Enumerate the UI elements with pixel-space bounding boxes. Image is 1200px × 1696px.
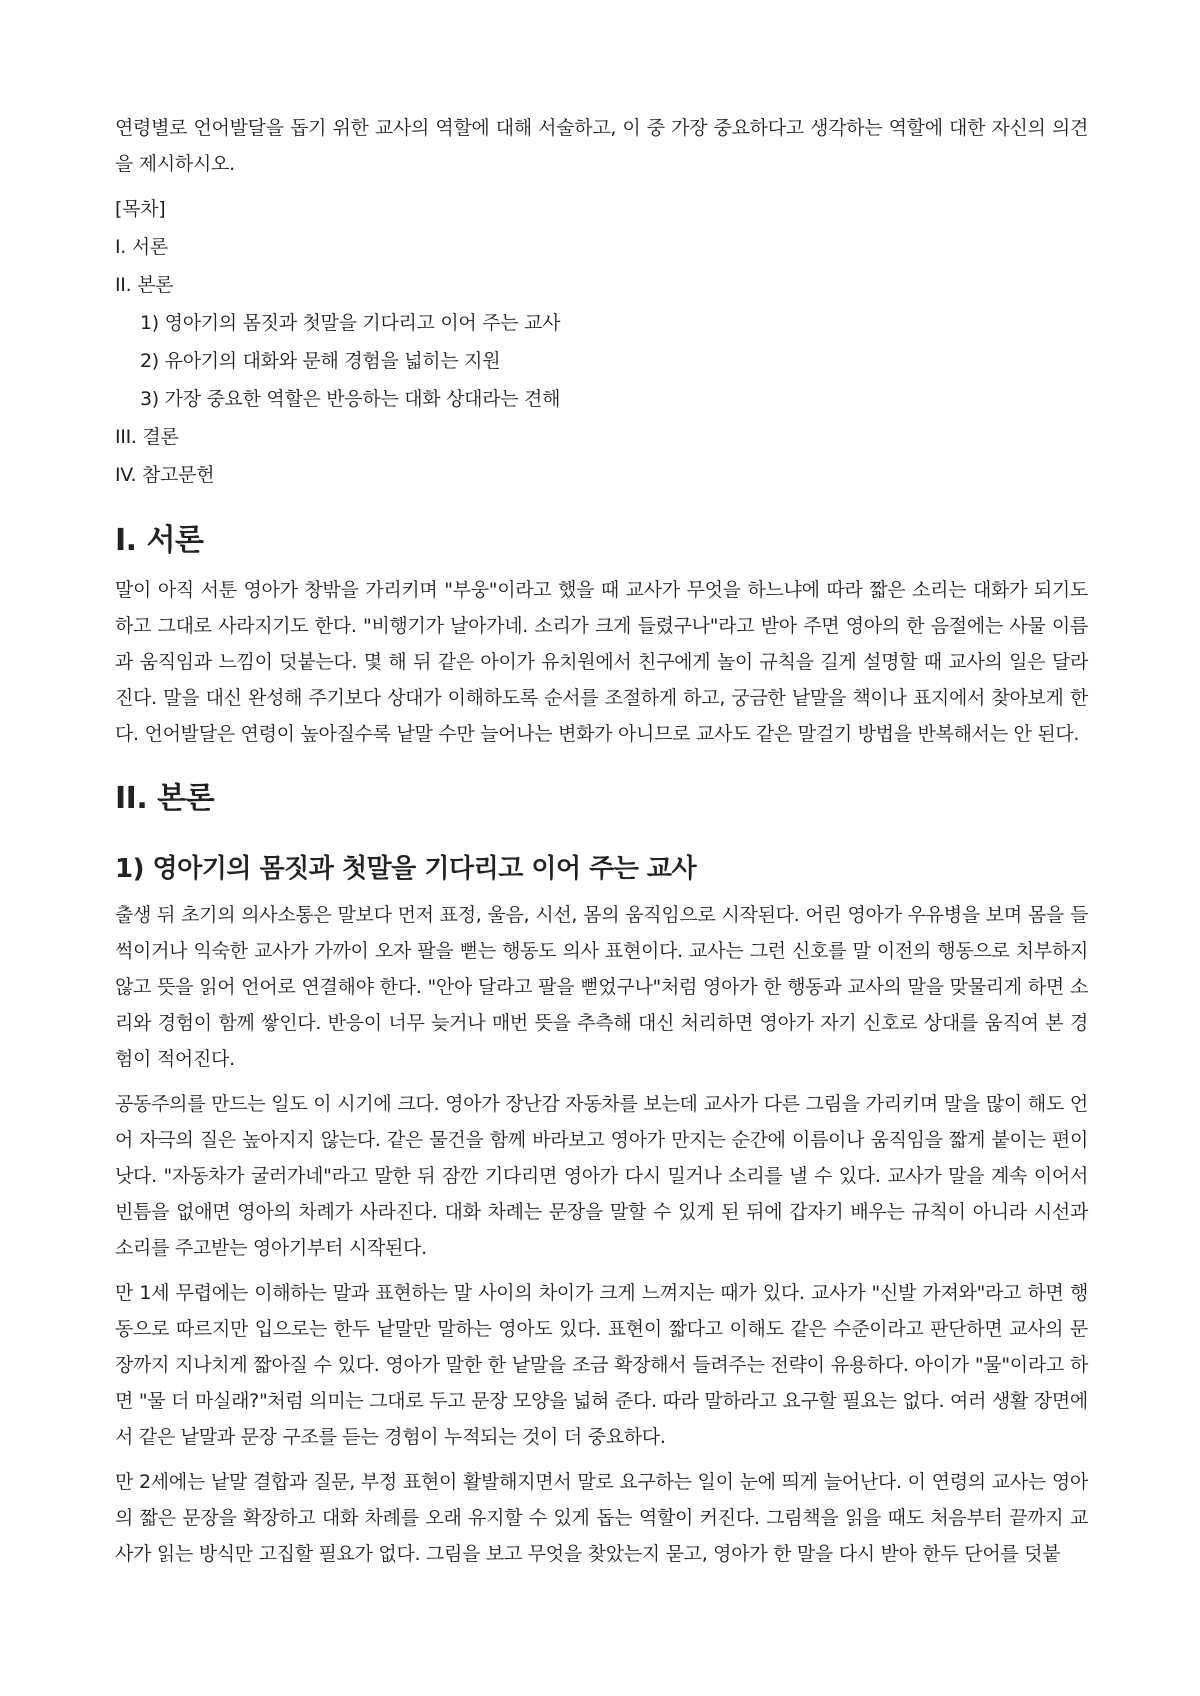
subsection-heading: 1) 영아기의 몸짓과 첫말을 기다리고 이어 주는 교사 (115, 854, 697, 884)
toc-item: II. 본론 (115, 274, 174, 296)
toc-item: IV. 참고문헌 (115, 464, 215, 486)
toc-subitem: 1) 영아기의 몸짓과 첫말을 기다리고 이어 주는 교사 (140, 312, 561, 334)
toc-subitem: 2) 유아기의 대화와 문해 경험을 넓히는 지원 (140, 350, 501, 372)
paragraph: 말이 아직 서툰 영아가 창밖을 가리키며 "부웅"이라고 했을 때 교사가 무엇을 하느냐에 따라 짧은 소리는 대화가 되기도 하고 그대로 사라지기도 한다. "비행기가 날아가네. 소리가 크게 들렸구나"라고 받아 주면 영아의 한 음절에는 사물 이름과 움직임과 느낌이 덧붙는다. 몇 해 뒤 같은 아이가 유치원에서 친구에게 놀이 규칙을 길게 설명할 때 교사의 일은 달라진다. 말을 대신 완성해 주기보다 상대가 이해하도록 순서를 조절하게 하고, 궁금한 낱말을 책이나 표지에서 찾아보게 한다. 언어발달은 연령이 높아질수록 낱말 수만 늘어나는 변화가 아니므로 교사도 같은 말걸기 방법을 반복해서는 안 된다. (115, 579, 1088, 745)
toc-item: I. 서론 (115, 236, 168, 258)
toc-subitem: 3) 가장 중요한 역할은 반응하는 대화 상대라는 견해 (140, 388, 561, 410)
assignment-prompt: 연령별로 언어발달을 돕기 위한 교사의 역할에 대해 서술하고, 이 중 가장 중요하다고 생각하는 역할에 대한 자신의 의견을 제시하시오. (115, 117, 1088, 175)
toc-item: III. 결론 (115, 426, 179, 448)
paragraph: 공동주의를 만드는 일도 이 시기에 크다. 영아가 장난감 자동차를 보는데 교사가 다른 그림을 가리키며 말을 많이 해도 언어 자극의 질은 높아지지 않는다. 같은 물건을 함께 바라보고 영아가 만지는 순간에 이름이나 움직임을 짧게 붙이는 편이 낫다. "자동차가 굴러가네"라고 말한 뒤 잠깐 기다리면 영아가 다시 밀거나 소리를 낼 수 있다. 교사가 말을 계속 이어서 빈틈을 없애면 영아의 차례가 사라진다. 대화 차례는 문장을 말할 수 있게 된 뒤에 갑자기 배우는 규칙이 아니라 시선과 소리를 주고받는 영아기부터 시작된다. (115, 1093, 1088, 1259)
toc-heading: [목차] (115, 198, 166, 220)
paragraph: 만 1세 무렵에는 이해하는 말과 표현하는 말 사이의 차이가 크게 느껴지는 때가 있다. 교사가 "신발 가져와"라고 하면 행동으로 따르지만 입으로는 한두 낱말만 말하는 영아도 있다. 표현이 짧다고 이해도 같은 수준이라고 판단하면 교사의 문장까지 지나치게 짧아질 수 있다. 영아가 말한 한 낱말을 조금 확장해서 들려주는 전략이 유용하다. 아이가 "물"이라고 하면 "물 더 마실래?"처럼 의미는 그대로 두고 문장 모양을 넓혀 준다. 따라 말하라고 요구할 필요는 없다. 여러 생활 장면에서 같은 낱말과 문장 구조를 듣는 경험이 누적되는 것이 더 중요하다. (115, 1282, 1088, 1448)
paragraph: 출생 뒤 초기의 의사소통은 말보다 먼저 표정, 울음, 시선, 몸의 움직임으로 시작된다. 어린 영아가 우유병을 보며 몸을 들썩이거나 익숙한 교사가 가까이 오자 팔을 뻗는 행동도 의사 표현이다. 교사는 그런 신호를 말 이전의 행동으로 치부하지 않고 뜻을 읽어 언어로 연결해야 한다. "안아 달라고 팔을 뻗었구나"처럼 영아가 한 행동과 교사의 말을 맞물리게 하면 소리와 경험이 함께 쌓인다. 반응이 너무 늦거나 매번 뜻을 추측해 대신 처리하면 영아가 자기 신호로 상대를 움직여 본 경험이 적어진다. (115, 904, 1088, 1070)
section-heading-body: II. 본론 (115, 781, 215, 816)
paragraph: 만 2세에는 낱말 결합과 질문, 부정 표현이 활발해지면서 말로 요구하는 일이 눈에 띄게 늘어난다. 이 연령의 교사는 영아의 짧은 문장을 확장하고 대화 차례를 오래 유지할 수 있게 돕는 역할이 커진다. 그림책을 읽을 때도 처음부터 끝까지 교사가 읽는 방식만 고집할 필요가 없다. 그림을 보고 무엇을 찾았는지 묻고, 영아가 한 말을 다시 받아 한두 단어를 덧붙 (115, 1471, 1088, 1565)
section-heading-intro: I. 서론 (115, 523, 204, 558)
table-of-contents (115, 190, 1088, 494)
